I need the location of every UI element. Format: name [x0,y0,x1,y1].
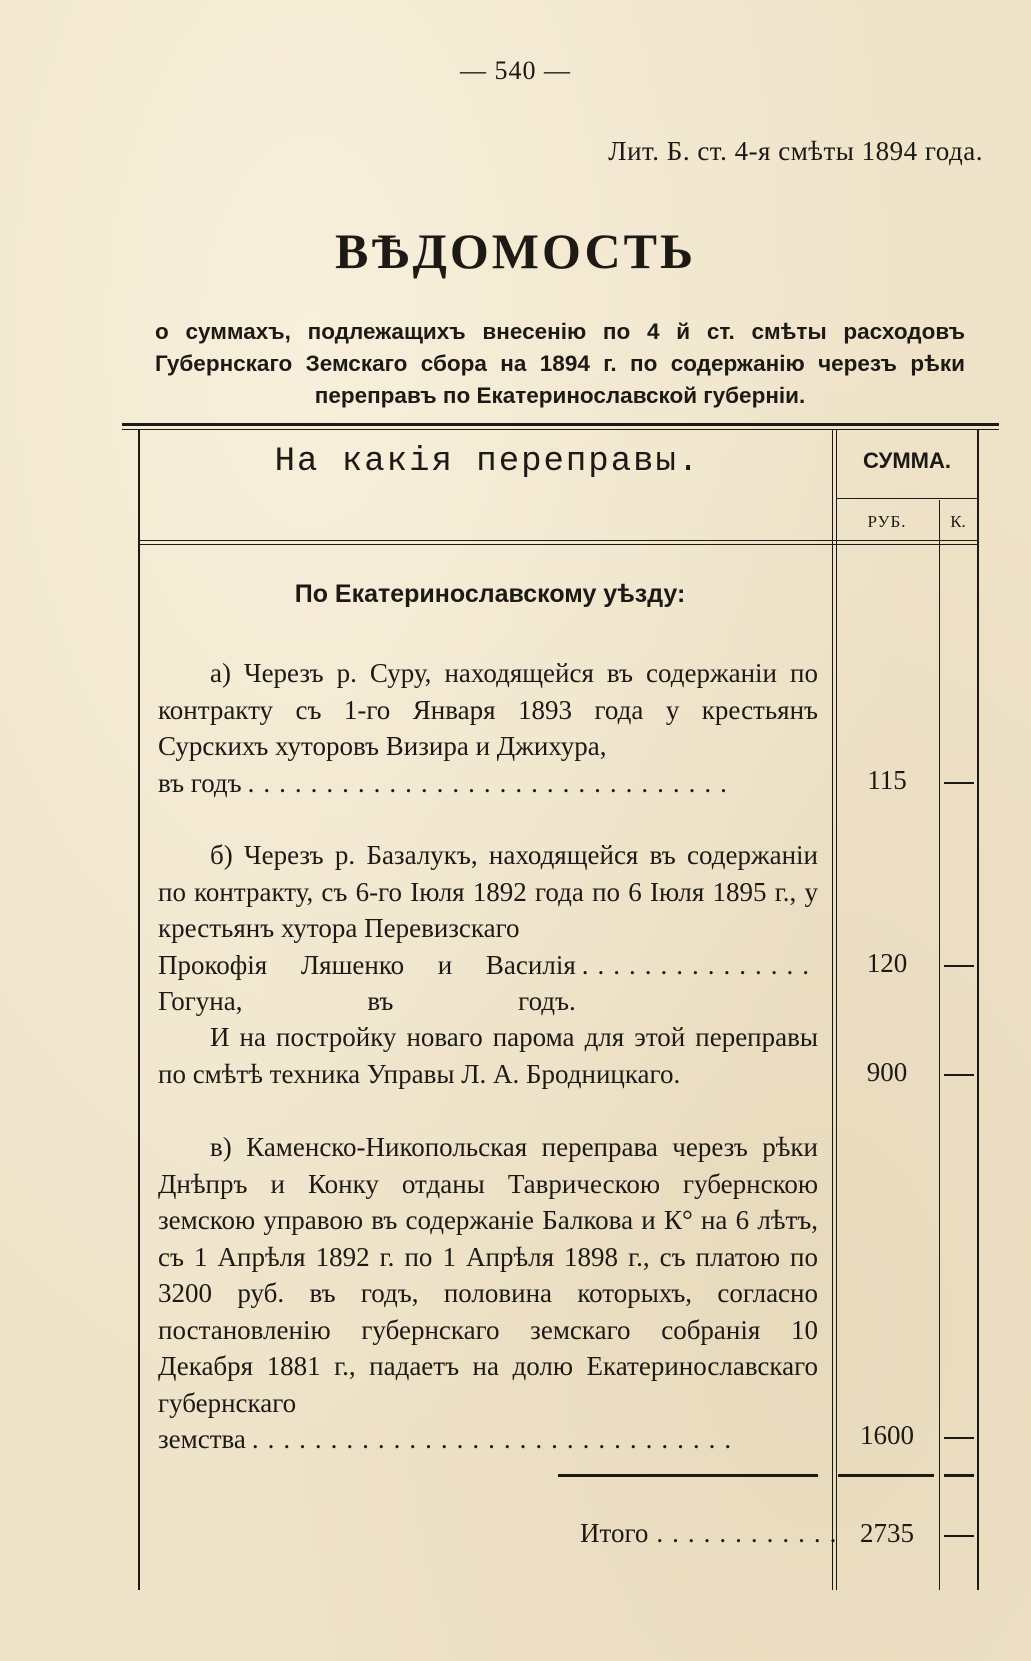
row-text: а) Черезъ р. Суру, находящейся въ содержаніи по контракту съ 1-го Января 1893 года у крестьянъ Сурскихъ хуторовъ Визира и Джихура, [158,658,818,761]
row-amount-rub: 900 [866,1057,908,1087]
section-heading: По Екатеринославскому уѣзду: [294,580,686,608]
table-right-border [977,430,979,1590]
table-top-rule-thick [122,423,999,426]
column-divider-left [832,430,833,1590]
table-left-border [138,430,140,1590]
page-number: — 540 — [460,56,571,85]
document-subtitle: о суммахъ, подлежащихъ внесенію по 4 й ст. смѣты расходовъ Губернскаго Земскаго сбора на 1894 г. по содержанію черезъ рѣки переправъ по Екатеринославской губерніи. [155,319,965,408]
total-rule-kop [944,1474,974,1477]
table-row [158,1129,818,1458]
leader-dots: ............................... [247,767,736,798]
column-header-rub: РУБ. [867,512,907,531]
row-amount-kop-dash [944,965,974,967]
document-title: ВѢДОМОСТЬ [334,223,697,279]
row-tail: Прокофія Ляшенко и Василія Гогуна, въ годъ. [158,949,576,1016]
total-label: Итого ............ [580,1518,846,1548]
row-tail: земства [158,1424,246,1454]
table-row [158,655,818,801]
table-row [158,837,818,1020]
row-amount-rub: 1600 [860,1420,914,1450]
row-text: И на постройку новаго парома для этой переправы по смѣтѣ техника Управы Л. А. Бродницкаго. [158,1022,818,1089]
leader-dots: ............................... [251,1424,741,1454]
row-amount-kop-dash [944,782,974,784]
column-header-sum: СУММА. [863,448,951,473]
row-amount-rub: 120 [866,948,908,978]
row-tail: въ годъ [158,767,242,798]
total-rule-rub [838,1474,934,1477]
column-header-crossings: На какія переправы. [274,443,701,481]
reference-line: Лит. Б. ст. 4-я смѣты 1894 года. [608,136,983,166]
row-amount-kop-dash [944,1074,974,1076]
row-amount-kop-dash [944,1437,974,1439]
row-text: б) Черезъ р. Базалукъ, находящейся въ содержаніи по контракту, съ 6-го Іюля 1892 года по 6 Іюля 1895 г., у крестьянъ хутора Перевизскаго [158,840,818,943]
total-rule-text [558,1474,818,1477]
column-divider-right [836,430,837,1590]
header-bottom-rule-1 [138,540,978,541]
header-bottom-rule-2 [138,544,978,545]
table-top-rule-thin [122,429,999,430]
sum-header-underline [836,498,978,499]
leader-dots: ............... [581,949,818,980]
row-amount-rub: 115 [867,765,907,795]
kop-divider [939,500,940,1590]
table-row [158,1019,818,1092]
total-amount-rub: 2735 [860,1518,914,1548]
row-text: в) Каменско-Никопольская переправа черезъ рѣки Днѣпръ и Конку отданы Таврическою губернскою земскою управою въ содержаніе Балкова и К° на 6 лѣтъ, съ 1 Апрѣля 1892 г. по 1 Апрѣля 1898 г., съ платою по 3200 руб. въ годъ, половина которыхъ, согласно постановленію губернскаго земскаго собранія 10 Декабря 1881 г., падаетъ на долю Екатеринославскаго губернскаго [158,1132,818,1418]
total-amount-kop-dash [944,1535,974,1537]
leader-dots: ............ [656,1518,846,1548]
column-header-kop: К. [950,512,966,531]
